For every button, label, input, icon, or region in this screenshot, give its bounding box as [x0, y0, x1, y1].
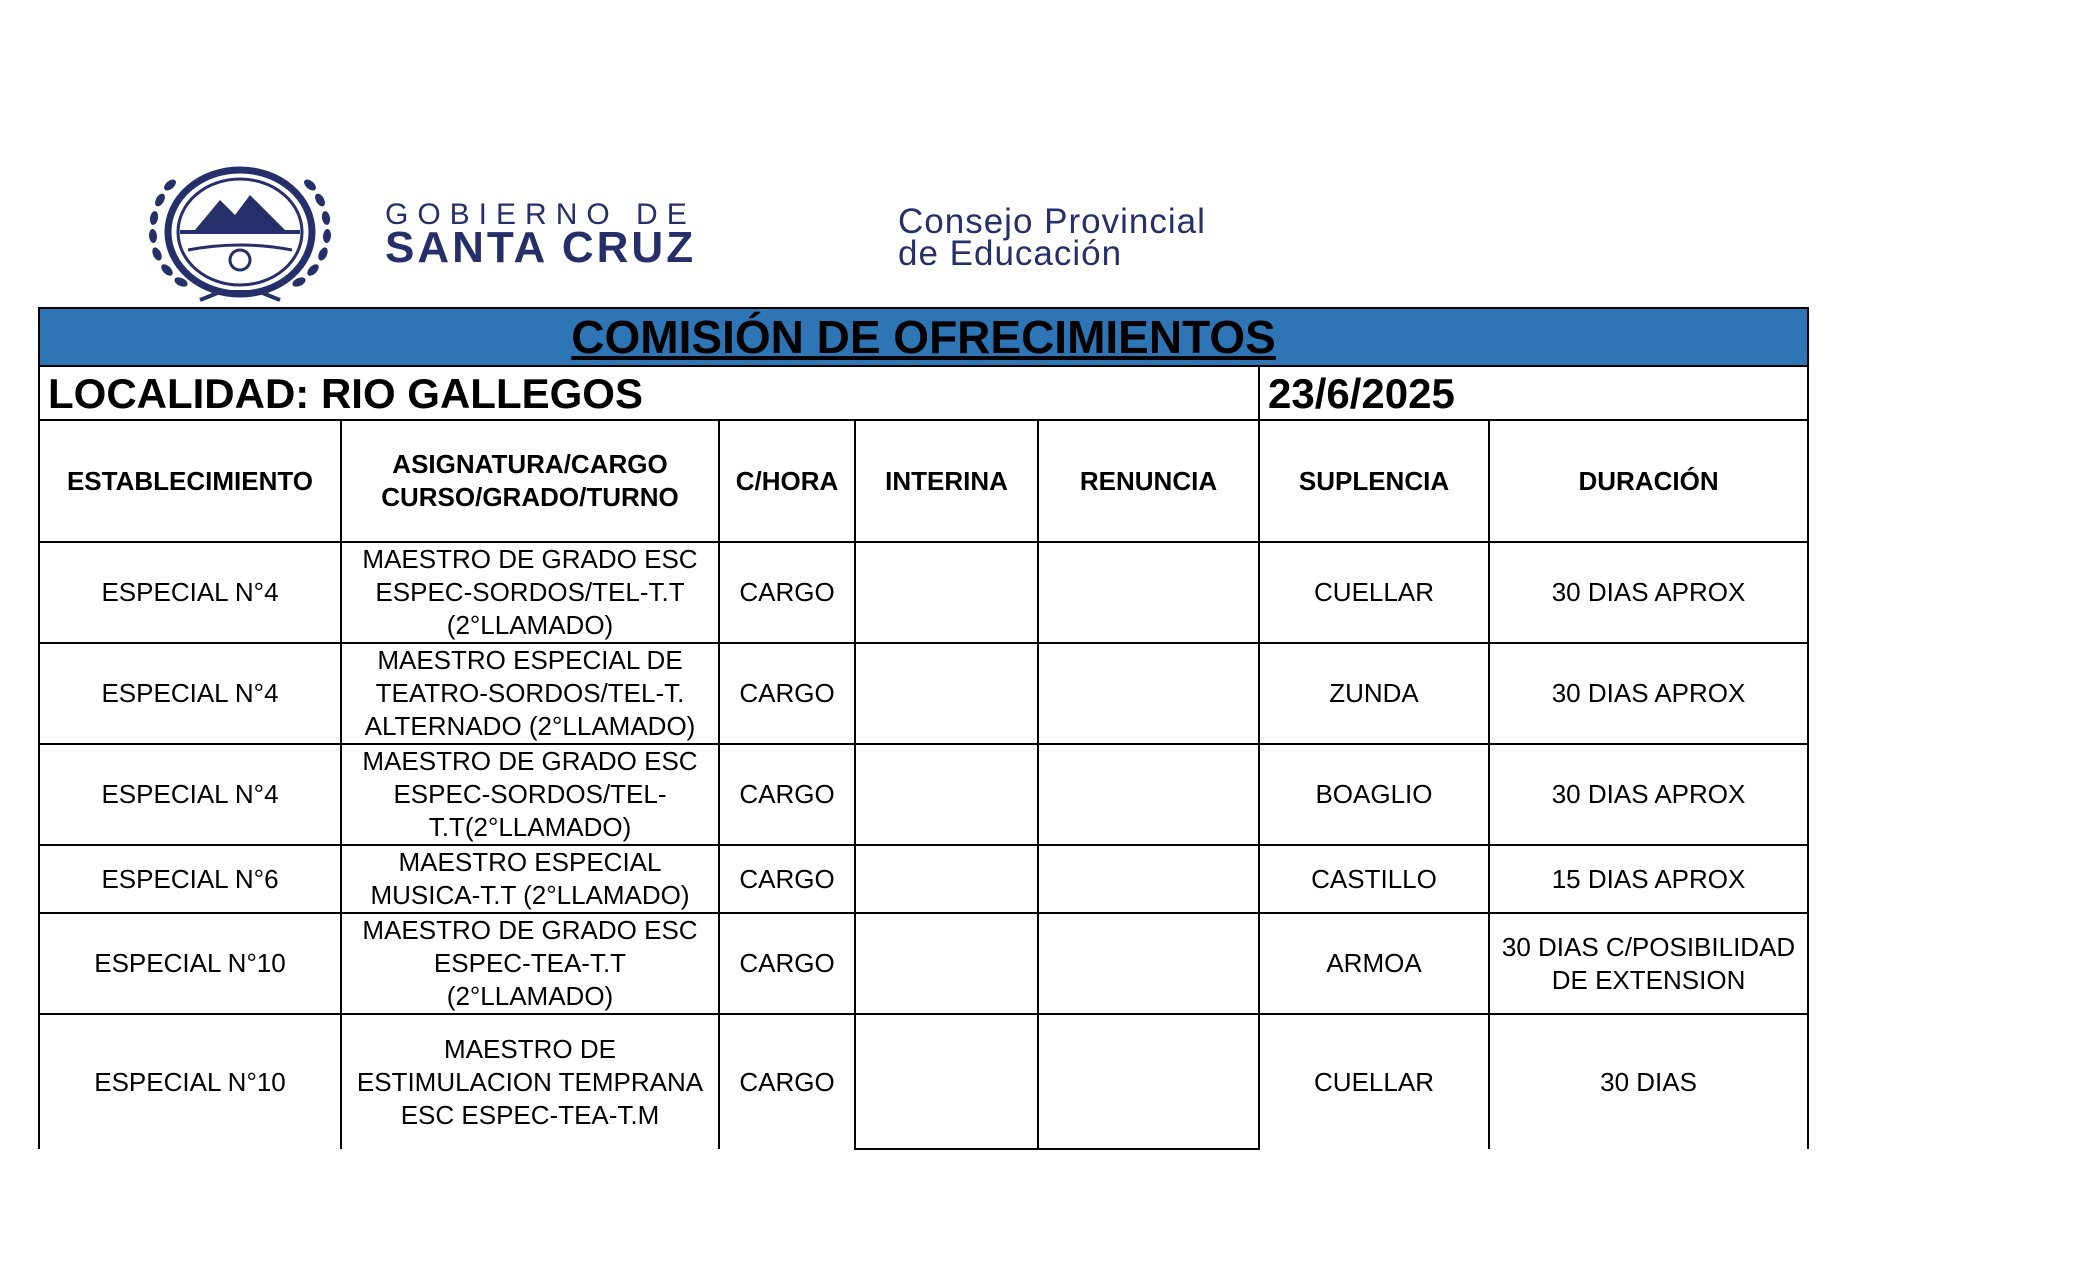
col-header-asignatura: [341, 420, 719, 542]
cell-chora: CARGO: [719, 643, 855, 744]
letterhead: [140, 160, 1340, 310]
asignatura-line: MAESTRO DE: [444, 1033, 616, 1064]
cell-interina: [855, 542, 1038, 643]
asignatura-line: ESPEC-SORDOS/TEL-: [393, 779, 667, 809]
consejo-line1: Consejo Provincial: [898, 202, 1206, 241]
cell-suplencia: CUELLAR: [1259, 1014, 1489, 1149]
asignatura-line: MAESTRO ESPECIAL DE: [377, 645, 683, 675]
asignatura-line: (2°LLAMADO): [446, 981, 614, 1011]
cell-chora: CARGO: [719, 744, 855, 845]
cell-duracion: [1489, 845, 1808, 913]
cell-interina: [855, 913, 1038, 1014]
cell-establecimiento: ESPECIAL N°10: [39, 1014, 341, 1149]
cell-establecimiento: ESPECIAL N°6: [39, 845, 341, 913]
duracion-line: 30 DIAS APROX: [1551, 577, 1746, 607]
cell-chora: CARGO: [719, 845, 855, 913]
col-header-asignatura-line1: ASIGNATURA/CARGO: [392, 449, 668, 479]
table-row: [39, 913, 1808, 1014]
cell-establecimiento: ESPECIAL N°4: [39, 643, 341, 744]
cell-duracion: [1489, 542, 1808, 643]
duracion-line: 30 DIAS: [1600, 1066, 1697, 1097]
duracion-line: 30 DIAS C/POSIBILIDAD: [1501, 931, 1796, 962]
cell-asignatura: [341, 845, 719, 913]
cell-renuncia: [1038, 542, 1259, 643]
cell-interina: [855, 643, 1038, 744]
cell-duracion: [1489, 643, 1808, 744]
cell-interina: [855, 845, 1038, 913]
cell-asignatura: [341, 643, 719, 744]
asignatura-line: MAESTRO DE GRADO ESC: [362, 746, 698, 776]
provincial-seal-icon: [140, 160, 340, 310]
cell-duracion: [1489, 744, 1808, 845]
fecha-cell: 23/6/2025: [1259, 366, 1808, 420]
cell-renuncia: [1038, 1014, 1259, 1149]
cell-asignatura: [341, 542, 719, 643]
cell-chora: CARGO: [719, 913, 855, 1014]
cell-asignatura: [341, 1014, 719, 1149]
gobierno-line2: SANTA CRUZ: [385, 223, 697, 272]
cell-chora: CARGO: [719, 542, 855, 643]
table-row: [39, 845, 1808, 913]
col-header-chora: C/HORA: [719, 420, 855, 542]
table-row: [39, 542, 1808, 643]
col-header-renuncia: RENUNCIA: [1038, 420, 1259, 542]
duracion-line: 15 DIAS APROX: [1551, 863, 1746, 894]
asignatura-line: MAESTRO ESPECIAL: [398, 847, 662, 877]
col-header-establecimiento: ESTABLECIMIENTO: [39, 420, 341, 542]
cell-renuncia: [1038, 845, 1259, 913]
cell-suplencia: BOAGLIO: [1259, 744, 1489, 845]
gobierno-line1: GOBIERNO DE: [385, 198, 696, 231]
col-header-asignatura-line2: CURSO/GRADO/TURNO: [381, 482, 679, 512]
asignatura-line: MUSICA-T.T (2°LLAMADO): [370, 880, 690, 910]
cell-interina: [855, 744, 1038, 845]
asignatura-line: ESPEC-TEA-T.T: [433, 948, 627, 978]
col-header-duracion: DURACIÓN: [1489, 420, 1808, 542]
duracion-line: DE EXTENSION: [1551, 964, 1746, 995]
cell-establecimiento: ESPECIAL N°10: [39, 913, 341, 1014]
cell-duracion: [1489, 913, 1808, 1014]
table-row: [39, 744, 1808, 845]
asignatura-line: MAESTRO DE GRADO ESC: [362, 544, 698, 574]
cell-asignatura: [341, 744, 719, 845]
cell-asignatura: [341, 913, 719, 1014]
asignatura-line: ESPEC-SORDOS/TEL-T.T: [375, 577, 685, 607]
asignatura-line: ESC ESPEC-TEA-T.M: [400, 1099, 660, 1130]
cell-suplencia: ZUNDA: [1259, 643, 1489, 744]
cell-chora: CARGO: [719, 1014, 855, 1149]
cell-establecimiento: ESPECIAL N°4: [39, 542, 341, 643]
cell-suplencia: CUELLAR: [1259, 542, 1489, 643]
cell-suplencia: ARMOA: [1259, 913, 1489, 1014]
consejo-line2: de Educación: [898, 234, 1123, 273]
localidad-cell: LOCALIDAD: RIO GALLEGOS: [39, 366, 1259, 420]
col-header-interina: INTERINA: [855, 420, 1038, 542]
cell-renuncia: [1038, 643, 1259, 744]
cell-interina: [855, 1014, 1038, 1149]
ofrecimientos-table: [38, 307, 1809, 1150]
cell-renuncia: [1038, 744, 1259, 845]
asignatura-line: ESTIMULACION TEMPRANA: [356, 1066, 704, 1097]
asignatura-line: MAESTRO DE GRADO ESC: [362, 915, 698, 945]
cell-duracion: [1489, 1014, 1808, 1149]
asignatura-line: TEATRO-SORDOS/TEL-T.: [375, 678, 685, 708]
col-header-suplencia: SUPLENCIA: [1259, 420, 1489, 542]
table-row: [39, 1014, 1808, 1149]
cell-renuncia: [1038, 913, 1259, 1014]
duracion-line: 30 DIAS APROX: [1551, 779, 1746, 809]
asignatura-line: (2°LLAMADO): [446, 610, 614, 640]
asignatura-line: ALTERNADO (2°LLAMADO): [364, 711, 696, 741]
duracion-line: 30 DIAS APROX: [1551, 678, 1746, 708]
table-row: [39, 643, 1808, 744]
asignatura-line: T.T(2°LLAMADO): [428, 812, 632, 842]
sheet-title: COMISIÓN DE OFRECIMIENTOS: [39, 308, 1808, 366]
cell-suplencia: CASTILLO: [1259, 845, 1489, 913]
cell-establecimiento: ESPECIAL N°4: [39, 744, 341, 845]
